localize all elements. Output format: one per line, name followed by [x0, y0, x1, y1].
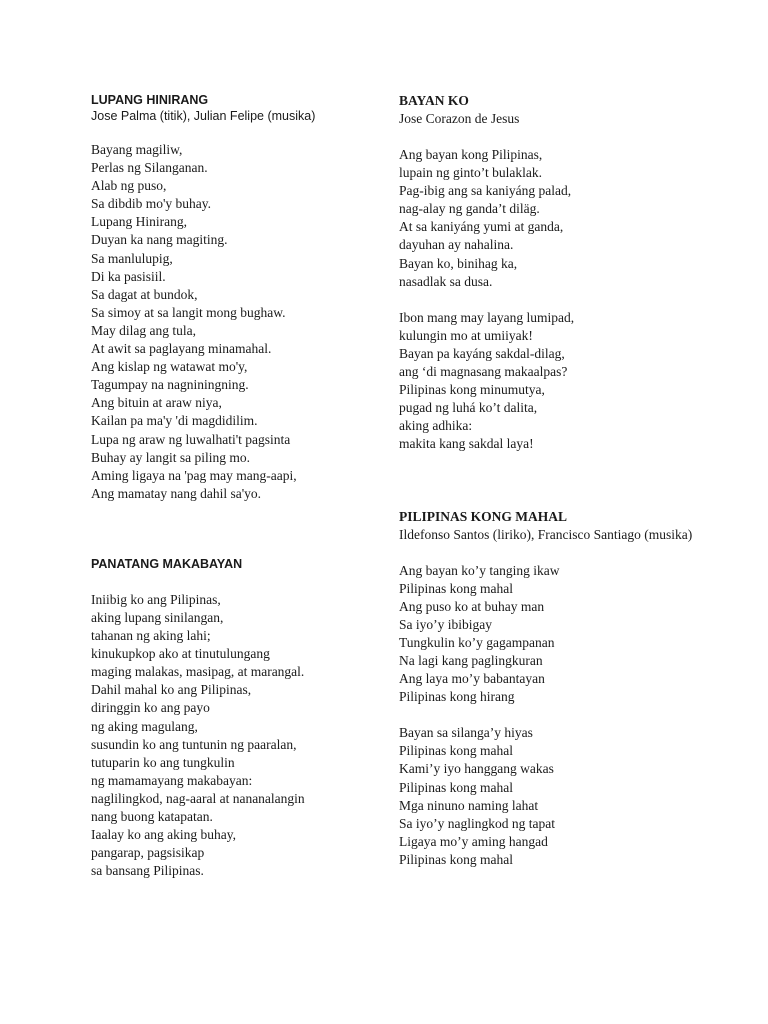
- lupang-hinirang-lyrics: [91, 141, 381, 503]
- bayan-ko-stanza-1: [399, 146, 729, 291]
- lyric-line: Sa dibdib mo'y buhay.: [91, 196, 212, 212]
- lyric-line: Ibon mang may layang lumipad,: [399, 309, 575, 325]
- lyric-line: Kailan pa ma'y 'di magdidilim.: [91, 413, 258, 429]
- pledge-line: naglilingkod, nag-aaral at nananalangin: [91, 790, 305, 806]
- lyric-line: pugad ng luhá ko’t dalita,: [399, 400, 538, 416]
- lupang-hinirang-section: [91, 92, 381, 503]
- bayan-ko-stanza-2: [399, 309, 729, 454]
- pilipinas-kong-mahal-credit: Ildefonso Santos (liriko), Francisco Santiago (musika): [399, 526, 693, 542]
- lyric-line: Di ka pasisiil.: [91, 268, 166, 284]
- lyric-line: Ang bituin at araw niya,: [91, 395, 222, 411]
- lyric-line: Sa manlulupig,: [91, 250, 173, 266]
- lyric-line: Ang laya mo’y babantayan: [399, 671, 545, 687]
- lyric-line: At sa kaniyáng yumi at ganda,: [399, 219, 564, 235]
- pledge-line: Dahil mahal ko ang Pilipinas,: [91, 682, 252, 698]
- bayan-ko-credit: Jose Corazon de Jesus: [399, 111, 520, 126]
- lyric-line: Sa iyo’y ibibigay: [399, 616, 492, 632]
- pledge-line: pangarap, pagsisikap: [91, 845, 205, 861]
- pledge-line: susundin ko ang tuntunin ng paaralan,: [91, 736, 297, 752]
- right-column: [399, 92, 729, 869]
- lyric-line: Tungkulin ko’y gagampanan: [399, 634, 555, 650]
- lyric-line: Ligaya mo’y aming hangad: [399, 833, 548, 849]
- lyric-line: kulungin mo at umiiyak!: [399, 327, 533, 343]
- lyric-line: Alab ng puso,: [91, 178, 167, 194]
- pledge-line: nang buong katapatan.: [91, 809, 213, 824]
- lyric-line: Lupang Hinirang,: [91, 214, 187, 230]
- lyric-line: Ang mamatay nang dahil sa'yo.: [91, 485, 262, 501]
- lyric-line: nasadlak sa dusa.: [399, 273, 493, 289]
- pilipinas-kong-mahal-stanza-2: [399, 724, 729, 869]
- pledge-line: maging malakas, masipag, at marangal.: [91, 664, 305, 680]
- lyric-line: Sa dagat at bundok,: [91, 286, 198, 302]
- lyric-line: Buhay ay langit sa piling mo.: [91, 449, 250, 465]
- lyric-line: Aming ligaya na 'pag may mang-aapi,: [91, 467, 297, 483]
- pledge-line: kinukupkop ako at tinutulungang: [91, 646, 270, 662]
- pledge-line: aking lupang sinilangan,: [91, 609, 224, 625]
- lyric-line: ang ‘di magnasang makaalpas?: [399, 364, 568, 380]
- pilipinas-kong-mahal-stanza-1: [399, 562, 729, 707]
- lyric-line: Ang puso ko at buhay man: [399, 598, 545, 614]
- lyric-line: Ang bayan ko’y tanging ikaw: [399, 562, 560, 578]
- lupang-hinirang-credit: Jose Palma (titik), Julian Felipe (musika): [91, 109, 316, 123]
- left-column: [91, 92, 381, 880]
- lyric-line: Tagumpay na nagniningning.: [91, 377, 249, 393]
- bayan-ko-section: [399, 92, 729, 454]
- pledge-line: tutuparin ko ang tungkulin: [91, 754, 235, 770]
- lyric-line: nag-alay ng ganda’t diläg.: [399, 201, 540, 217]
- lyric-line: dayuhan ay nahalina.: [399, 237, 514, 253]
- lyric-line: Ang kislap ng watawat mo'y,: [91, 359, 248, 375]
- pledge-line: sa bansang Pilipinas.: [91, 863, 204, 879]
- lyric-line: Pag-ibig ang sa kaniyáng palad,: [399, 183, 572, 199]
- bayan-ko-title: BAYAN KO: [399, 93, 469, 108]
- pledge-line: tahanan ng aking lahi;: [91, 628, 211, 644]
- lyric-line: Pilipinas kong mahal: [399, 743, 513, 759]
- pilipinas-kong-mahal-title: PILIPINAS KONG MAHAL: [399, 508, 568, 524]
- lyric-line: Bayan pa kayáng sakdal-dilag,: [399, 345, 565, 361]
- lyric-line: Lupa ng araw ng luwalhati't pagsinta: [91, 431, 291, 447]
- pledge-line: ng mamamayang makabayan:: [91, 772, 253, 788]
- lyric-line: Duyan ka nang magiting.: [91, 232, 228, 248]
- lyric-line: Pilipinas kong mahal: [399, 851, 513, 867]
- panatang-makabayan-section: [91, 556, 381, 881]
- lyric-line: Mga ninuno naming lahat: [399, 797, 539, 813]
- lyric-line: At awit sa paglayang minamahal.: [91, 341, 272, 357]
- lyric-line: Bayan sa silanga’y hiyas: [399, 725, 533, 741]
- lyric-line: Perlas ng Silanganan.: [91, 160, 208, 176]
- panatang-makabayan-text: [91, 591, 381, 881]
- pledge-line: Iaalay ko ang aking buhay,: [91, 827, 236, 843]
- lyric-line: Bayan ko, binihag ka,: [399, 255, 518, 271]
- lyric-line: Pilipinas kong minumutya,: [399, 382, 545, 398]
- lyric-line: Kami’y iyo hanggang wakas: [399, 761, 554, 777]
- lupang-hinirang-title: LUPANG HINIRANG: [91, 93, 209, 107]
- lyric-line: Bayang magiliw,: [91, 142, 183, 157]
- lyric-line: aking adhika:: [399, 418, 473, 434]
- pledge-line: ng aking magulang,: [91, 718, 198, 734]
- lyric-line: Pilipinas kong hirang: [399, 689, 515, 705]
- lyric-line: May dilag ang tula,: [91, 322, 196, 338]
- lyric-line: Sa iyo’y naglingkod ng tapat: [399, 815, 555, 831]
- lyric-line: Ang bayan kong Pilipinas,: [399, 147, 543, 162]
- lyric-line: Pilipinas kong mahal: [399, 779, 513, 795]
- lyric-line: lupain ng ginto’t bulaklak.: [399, 165, 542, 181]
- lyric-line: Sa simoy at sa langit mong bughaw.: [91, 304, 286, 320]
- pledge-line: Iniibig ko ang Pilipinas,: [91, 591, 221, 607]
- panatang-makabayan-title: PANATANG MAKABAYAN: [91, 556, 243, 571]
- pilipinas-kong-mahal-section: [399, 508, 729, 870]
- lyric-line: makita kang sakdal laya!: [399, 436, 534, 452]
- lyric-line: Pilipinas kong mahal: [399, 580, 513, 596]
- pledge-line: diringgin ko ang payo: [91, 700, 210, 716]
- lyric-line: Na lagi kang paglingkuran: [399, 652, 543, 668]
